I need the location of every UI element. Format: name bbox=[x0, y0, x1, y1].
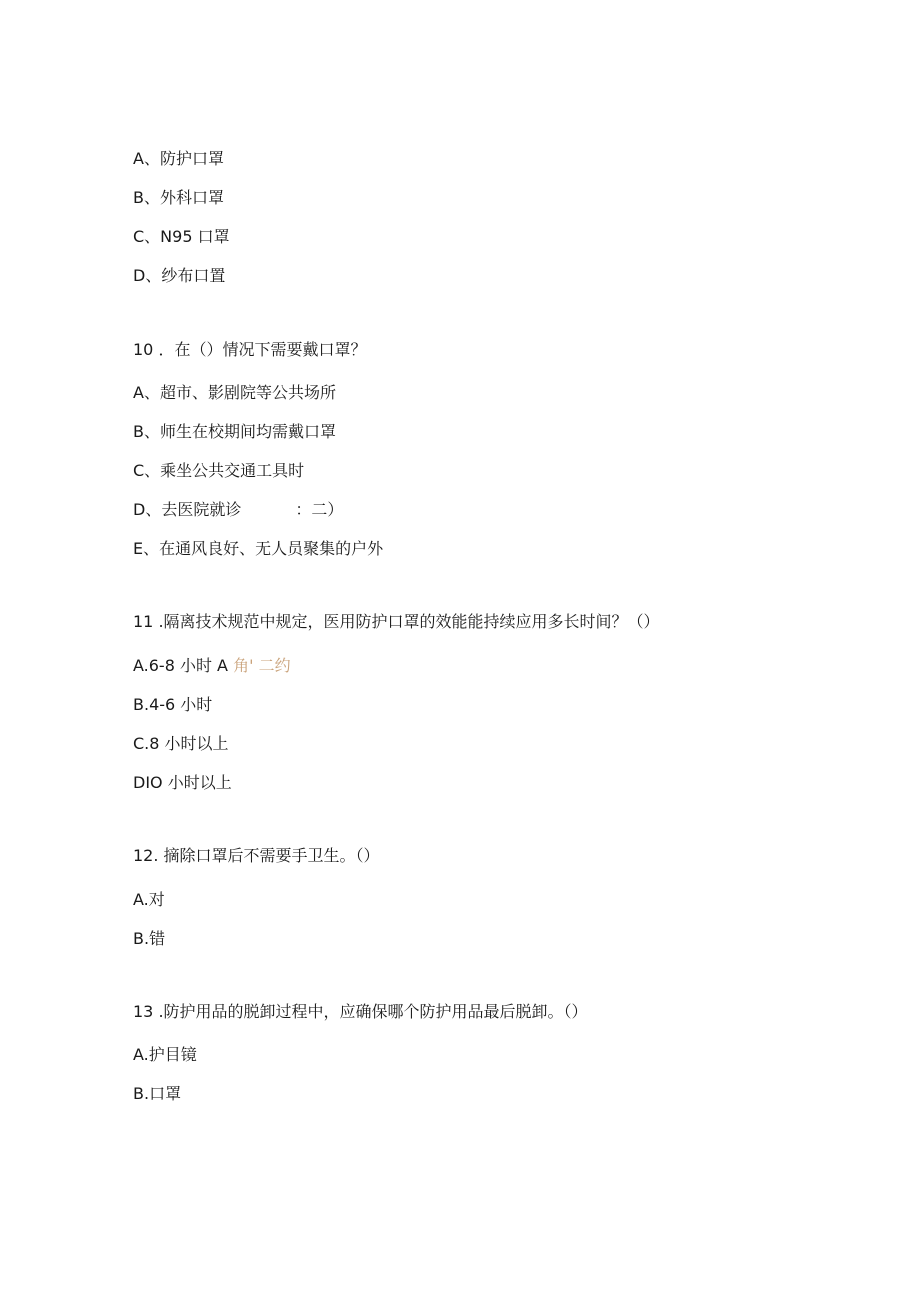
q11-question: 11 .隔离技术规范中规定，医用防护口罩的效能能持续应用多长时间？（） bbox=[133, 612, 660, 631]
q10-option-d: D、去医院就诊 bbox=[133, 500, 242, 519]
q12-option-b: B.错 bbox=[133, 929, 166, 948]
q11-option-d: DIO 小时以上 bbox=[133, 773, 232, 792]
q13-option-a: A.护目镜 bbox=[133, 1045, 197, 1064]
q13-question: 13 .防护用品的脱卸过程中，应确保哪个防护用品最后脱卸。（） bbox=[133, 1002, 588, 1021]
q12-option-a: A.对 bbox=[133, 890, 165, 909]
q10-option-e: E、在通风良好、无人员聚集的户外 bbox=[133, 539, 384, 558]
q10-option-a: A、超市、影剧院等公共场所 bbox=[133, 383, 336, 402]
q9-option-c: C、N95 口罩 bbox=[133, 227, 230, 246]
q10-option-d-row bbox=[133, 500, 343, 520]
q9-option-a: A、防护口罩 bbox=[133, 149, 224, 168]
q10-option-c: C、乘坐公共交通工具时 bbox=[133, 461, 305, 480]
q11-option-a-mark: 角' 二约 bbox=[233, 656, 291, 675]
q9-option-d: D、纱布口置 bbox=[133, 266, 226, 285]
q11-option-a-row bbox=[133, 656, 291, 676]
q13-option-b: B.口罩 bbox=[133, 1084, 182, 1103]
q12-question: 12. 摘除口罩后不需要手卫生。（） bbox=[133, 846, 380, 865]
q11-option-a: A.6-8 小时 A bbox=[133, 656, 229, 675]
q11-option-b: B.4-6 小时 bbox=[133, 695, 213, 714]
q10-option-b: B、师生在校期间均需戴口罩 bbox=[133, 422, 336, 441]
q10-option-d-mark: ：二） bbox=[295, 500, 344, 519]
q10-question: 10 ．在（）情况下需要戴口罩？ bbox=[133, 340, 367, 359]
q11-option-c: C.8 小时以上 bbox=[133, 734, 229, 753]
q9-option-b: B、外科口罩 bbox=[133, 188, 224, 207]
